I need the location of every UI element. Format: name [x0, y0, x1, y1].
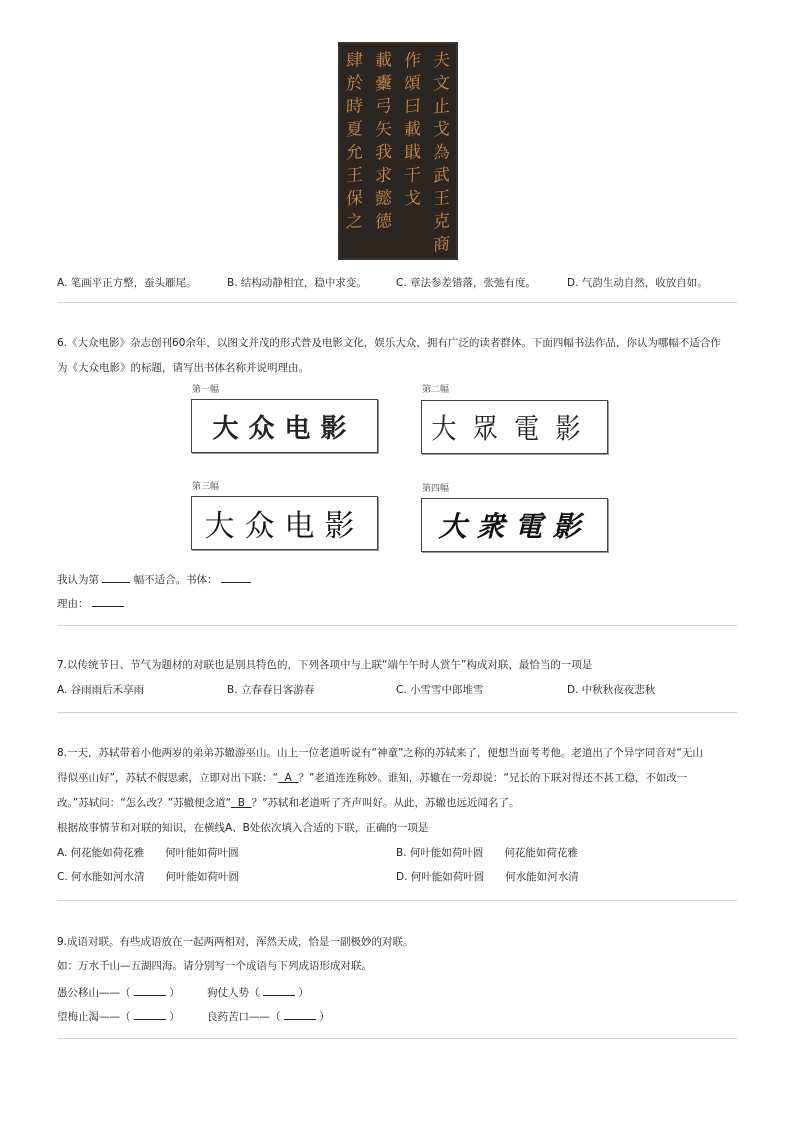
fig3-caption: 第三幅: [192, 482, 220, 492]
calligraphy-glyph: 頌: [403, 73, 421, 95]
calligraphy-glyph: 求: [374, 165, 392, 187]
calligraphy-glyph: 載: [403, 119, 421, 141]
q6-reason-line: [57, 595, 124, 611]
reason-blank[interactable]: [92, 595, 124, 607]
q7-option-d: D. 中秋秋夜夜悲秋: [567, 684, 656, 696]
calligraphy-glyph: 干: [403, 165, 421, 187]
q7-option-a: A. 谷雨雨后禾享雨: [57, 684, 145, 696]
q6-stem-line2: 为《大众电影》的标题，请写出书体名称并说明理由。: [57, 362, 309, 374]
calligraphy-glyph: 戢: [403, 142, 421, 164]
q7-option-b: B. 立春春日客游春: [227, 684, 315, 696]
close-paren: ）: [298, 987, 309, 999]
divider: [57, 302, 737, 303]
calligraphy-fig3: [191, 496, 378, 550]
q8-option-c: C. 何水能如河水清 何叶能如荷叶圆: [57, 871, 240, 883]
calligraphy-column: [343, 50, 365, 234]
q9-item3: [57, 1008, 180, 1024]
divider: [57, 1038, 737, 1039]
calligraphy-glyph: 克: [432, 211, 450, 233]
q8-option-a: A. 何花能如荷花雅 何叶能如荷叶圆: [57, 847, 239, 859]
q9-stem-line2: 如：万水千山—五湖四海。请分别写一个成语与下列成语形成对联。: [57, 960, 372, 972]
fig4-caption: 第四幅: [422, 484, 450, 494]
q5-option-b: B. 结构动静相宜，稳中求变。: [227, 277, 367, 289]
answer-blank-font[interactable]: [221, 571, 251, 583]
blank-a: [278, 772, 299, 784]
reason-label: 理由：: [57, 598, 89, 610]
q8-option-b: B. 何叶能如荷叶圆 何花能如荷花雅: [396, 847, 578, 859]
q8-line2-start: 得似巫山好”，苏轼不假思索，立即对出下联：“: [57, 772, 278, 784]
q7-option-c: C. 小雪雪中郎堆雪: [396, 684, 484, 696]
calligraphy-glyph: 王: [432, 188, 450, 210]
q9-item1: [57, 984, 180, 1000]
q5-option-a: A. 笔画平正方整，蚕头雁尾。: [57, 277, 197, 289]
q9-item3-label: 望梅止渴——（: [57, 1011, 131, 1023]
calligraphy-glyph: 夏: [345, 119, 363, 141]
blank-b-label: B: [237, 797, 245, 809]
q8-stem-line2: [57, 771, 687, 785]
q8-option-d: D. 何叶能如荷叶圆 何水能如河水清: [396, 871, 579, 883]
fig4-text: 大衆電影: [438, 512, 591, 543]
calligraphy-column: [401, 50, 423, 211]
calligraphy-glyph: 曰: [403, 96, 421, 118]
calligraphy-glyph: 櫜: [374, 73, 392, 95]
fig2-caption: 第二幅: [422, 385, 450, 395]
calligraphy-glyph: 作: [403, 50, 421, 72]
answer-prefix: 我认为第: [57, 574, 99, 586]
calligraphy-column: [372, 50, 394, 234]
q9-item1-label: 愚公移山——（: [57, 987, 131, 999]
calligraphy-glyph: 允: [345, 142, 363, 164]
answer-blank-number[interactable]: [102, 571, 130, 583]
q8-line3-end: ？”苏轼和老道听了齐声叫好。从此，苏辙也远近闻名了。: [251, 797, 520, 809]
calligraphy-glyph: 懿: [374, 188, 392, 210]
q7-stem: 7.以传统节日、节气为题材的对联也是别具特色的，下列各项中与上联“端午午时人赏午”构成对联，最恰当的一项是: [57, 659, 593, 671]
divider: [57, 712, 737, 713]
q5-option-c: C. 章法参差错落，张弛有度。: [396, 277, 537, 289]
blank-a-label: A: [284, 772, 292, 784]
fig1-caption: 第一幅: [192, 385, 220, 395]
calligraphy-glyph: 矢: [374, 119, 392, 141]
q9-blank3[interactable]: [134, 1008, 166, 1020]
calligraphy-glyph: 德: [374, 211, 392, 233]
calligraphy-glyph: 肆: [345, 50, 363, 72]
q8-stem-line1: 8.一天，苏轼带着小他两岁的弟弟苏辙游巫山。山上一位老道听说有“神童”之称的苏轼来了，便想当面考考他。老道出了个异字同音对“无山: [57, 747, 703, 759]
q9-blank4[interactable]: [284, 1008, 316, 1020]
q6-stem-line1: 6.《大众电影》杂志创刊60余年，以图文并茂的形式普及电影文化，娱乐大众，拥有广泛的读者群体。下面四幅书法作品，你认为哪幅不适合作: [57, 337, 721, 349]
fig3-text: 大众电影: [204, 509, 365, 544]
divider: [57, 900, 737, 901]
q9-item4: [207, 1008, 330, 1024]
calligraphy-glyph: 之: [345, 211, 363, 233]
calligraphy-glyph: 王: [345, 165, 363, 187]
calligraphy-column: [430, 50, 452, 257]
calligraphy-glyph: 為: [432, 142, 450, 164]
calligraphy-glyph: 弓: [374, 96, 392, 118]
calligraphy-glyph: 於: [345, 73, 363, 95]
q9-item4-label: 良药苦口——（: [207, 1011, 281, 1023]
calligraphy-glyph: 時: [345, 96, 363, 118]
q5-option-d: D. 气韵生动自然，收放自如。: [567, 277, 708, 289]
q8-line3-start: 改。”苏轼问：“怎么改？”苏辙便念道“: [57, 797, 232, 809]
calligraphy-glyph: 保: [345, 188, 363, 210]
q8-stem-line3: [57, 796, 520, 810]
answer-mid: 幅不适合。书体：: [133, 574, 218, 586]
calligraphy-glyph: 文: [432, 73, 450, 95]
calligraphy-image: [338, 42, 458, 260]
blank-b: [231, 797, 252, 809]
calligraphy-glyph: 止: [432, 96, 450, 118]
close-paren: ）: [169, 987, 180, 999]
calligraphy-glyph: 載: [374, 50, 392, 72]
calligraphy-fig1: [191, 399, 378, 453]
fig1-text: 大众电影: [212, 413, 357, 444]
q9-blank1[interactable]: [134, 984, 166, 996]
q9-item2: [207, 984, 309, 1000]
divider: [57, 625, 737, 626]
q9-stem-line1: 9.成语对联。有些成语放在一起两两相对，浑然天成，恰是一副极妙的对联。: [57, 936, 414, 948]
calligraphy-glyph: 夫: [432, 50, 450, 72]
calligraphy-fig4: [421, 498, 608, 552]
q9-blank2[interactable]: [263, 984, 295, 996]
calligraphy-glyph: 戈: [432, 119, 450, 141]
q9-item2-label: 狗仗人势（: [207, 987, 260, 999]
q8-stem-line4: 根据故事情节和对联的知识，在横线A、B处依次填入合适的下联，正确的一项是: [57, 822, 429, 834]
q8-line2-end: ？”老道连连称妙。谁知，苏辙在一旁却说：“兄长的下联对得还不甚工稳，不如改一: [298, 772, 688, 784]
fig2-text: 大眾電影: [431, 412, 598, 445]
calligraphy-glyph: 我: [374, 142, 392, 164]
calligraphy-fig2: [421, 400, 608, 454]
calligraphy-glyph: 商: [432, 234, 450, 256]
close-paren: ）: [319, 1011, 330, 1023]
close-paren: ）: [169, 1011, 180, 1023]
calligraphy-glyph: 武: [432, 165, 450, 187]
calligraphy-glyph: 戈: [403, 188, 421, 210]
q6-answer-line: [57, 571, 251, 587]
